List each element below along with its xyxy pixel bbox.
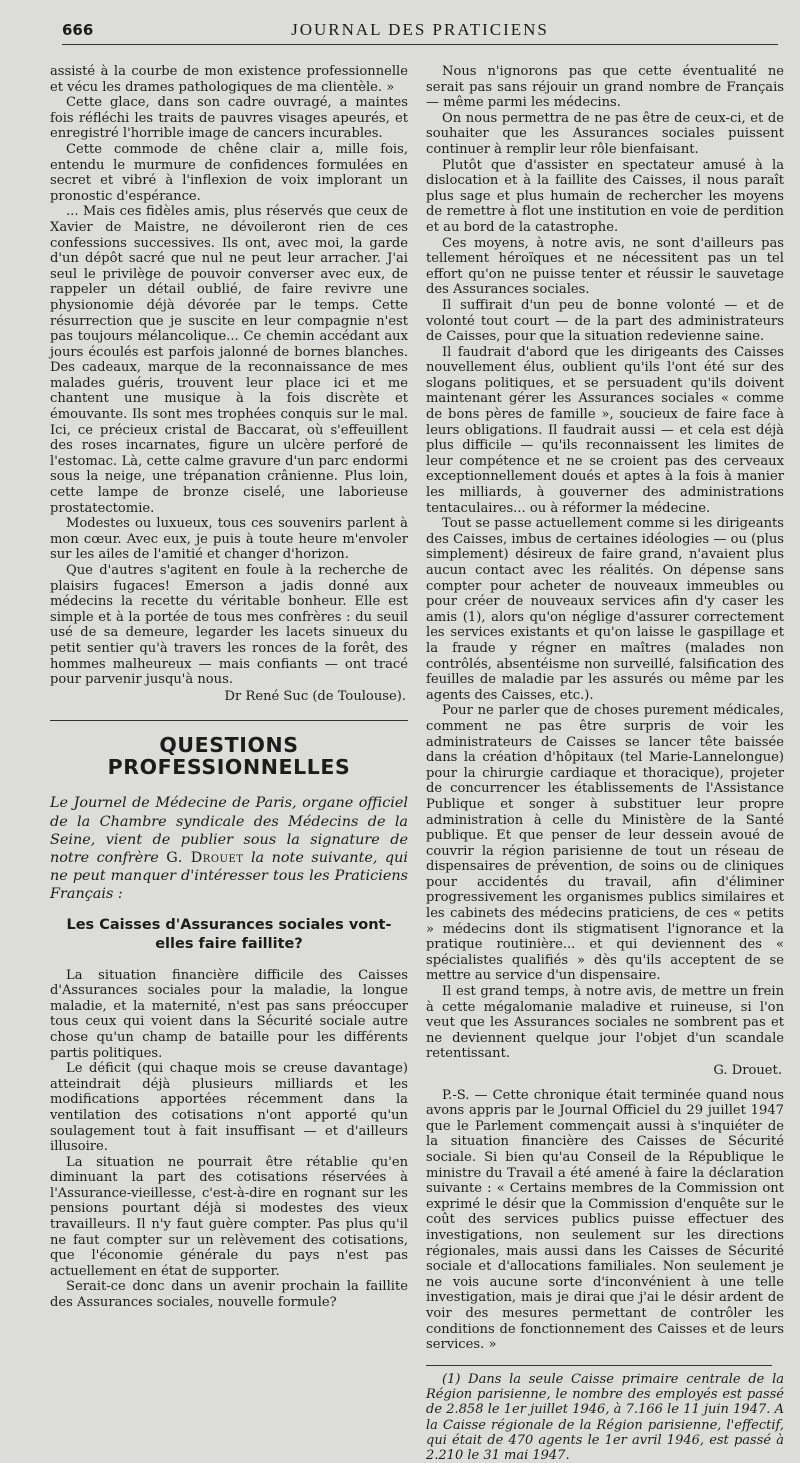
right-column (426, 64, 784, 1463)
article-paragraph: La situation financière difficile des Caisses d'Assurances sociales pour la maladie, la longue maladie, et la maternité, n'est pas sans préoccuper tous ceux qui voient dans la Sécurité sociale autre chose qu'un champ de bataille pour les différents partis politiques. (50, 967, 408, 1061)
section-heading: QUESTIONS PROFESSIONNELLES (50, 720, 408, 778)
paragraph: On nous permettra de ne pas être de ceux-ci, et de souhaiter que les Assurances sociales puissent continuer à remplir leur rôle bienfaisant. (426, 110, 784, 157)
paragraph: Cette commode de chêne clair a, mille fois, entendu le murmure de confidences formulées en secret et vibré à l'inflexion de voix implorant un pronostic d'espérance. (50, 141, 408, 204)
intro-text-end: la note suivante, qui ne peut manquer d'intéresser tous les Praticiens Français : (50, 849, 409, 903)
paragraph: Il faudrait d'abord que les dirigeants des Caisses nouvellement élus, oublient qu'ils l'ont été sur des slogans politiques, et se persuadent qu'ils doivent maintenant gérer les Assurances sociales « comme de bons pères de famille », soucieux de faire face à leurs obligations. Il faudrait aussi — et cela est déjà plus difficile — qu'ils reconnaissent les limites de leur compétence et ne se croient pas des cerveaux exceptionnellement doués et aptes à la fois à manier les milliards, à gouverner des administrations tentaculaires... ou à réformer la médecine. (426, 344, 784, 516)
paragraph: Cette glace, dans son cadre ouvragé, a maintes fois réfléchi les traits de pauvres visages apeurés, et enregistré l'horrible image de cancers incurables. (50, 95, 408, 142)
paragraph: Il suffirait d'un peu de bonne volonté — et de volonté tout court — de la part des administrateurs de Caisses, pour que la situation redevienne saine. (426, 297, 784, 345)
left-column (50, 64, 408, 1311)
intro-text: organe officiel de la Chambre syndicale des Médecins de la Seine, vient de publier sous la signature de notre confrère (50, 795, 409, 866)
paragraph: Il est grand temps, à notre avis, de mettre un frein à cette mégalomanie maladive et ruineuse, si l'on veut que les Assurances sociales ne sombrent pas et ne deviennent quelque jour l'objet d'un scandale retentissant. (426, 984, 784, 1062)
journal-title: JOURNAL DES PRATICIENS (291, 20, 549, 39)
article-paragraph: Le déficit (qui chaque mois se creuse davantage) atteindrait déjà plusieurs milliards et les modifications apportées récemment dans la ventilation des cotisations n'ont apporté qu'un soulagement tout à fait insuffisant — et d'ailleurs illusoire. (50, 1061, 408, 1155)
paragraph: Pour ne parler que de choses purement médicales, comment ne pas être surpris de voir les administrateurs de Caisses se lancer tête baissée dans la création d'hôpitaux (tel Marie-Lannelongue) pour la chirurgie cardiaque et thoracique), projeter de concurrencer les établissements de l'Assistance Publique et songer à substituer leur propre administration à celle du Ministère de la Santé publique. Et que penser de leur dessein avoué de couvrir la région parisienne de tout un réseau de dispensaires de prévention, de soins ou de cliniques pour accidentés du travail, afin d'éliminer progressivement les organismes publics similaires et les cabinets des médecins praticiens, de ces « petits » médecins dont ils stigmatisent l'ignorance et la pratique routinière... et qui deviennent des « spécialistes qualifiés » dès qu'ils acceptent de se mettre au service d'un dispensaire. (426, 703, 784, 984)
paragraph: ... Mais ces fidèles amis, plus réservés que ceux de Xavier de Maistre, ne dévoileront rien de ces confessions successives. Ils ont, avec moi, la garde d'un dépôt sacré que nul ne peut leur arracher. J'ai seul le privilège de pouvoir converser avec eux, de rappeler un détail oublié, de faire revivre une physionomie déjà dévorée par le temps. Cette résurrection que je suscite en leur compagnie n'est pas toujours mélancolique... Ce chemin accédant aux jours écoulés est parfois jalonné de bornes blanches. Des cadeaux, marque de la reconnaissance de mes malades guéris, trouvent leur place ici et me chantent une musique à la fois discrète et émouvante. Ils sont mes trophées conquis sur le mal. Ici, ce précieux cristal de Baccarat, où s'effeuillent des roses incarnates, figure un ulcère perforé de l'estomac. Là, cette calme gravure d'un parc endormi sous la neige, une trépanation crânienne. Plus loin, cette lampe de bronze ciselé, une laborieuse prostatectomie. (50, 204, 408, 516)
footnote-divider (426, 1365, 772, 1366)
page-header (62, 18, 778, 45)
article-paragraph: Serait-ce donc dans un avenir prochain la faillite des Assurances sociales, nouvelle formule? (50, 1279, 408, 1311)
paragraph: Plutôt que d'assister en spectateur amusé à la dislocation et à la faillite des Caisses, il nous paraît plus sage et plus humain de rechercher les moyens de remettre à flot une institution en voie de perdition et au bord de la catastrophe. (426, 157, 784, 235)
paragraph: assisté à la courbe de mon existence professionnelle et vécu les drames pathologiques de ma clientèle. » (50, 64, 408, 95)
paragraph: Nous n'ignorons pas que cette éventualité ne serait pas sans réjouir un grand nombre de Français — même parmi les médecins. (426, 64, 784, 111)
paragraph: Que d'autres s'agitent en foule à la recherche de plaisirs fugaces! Emerson a jadis donné aux médecins la recette du véritable bonheur. Elle est simple et à la portée de tous mes confrères : du seuil usé de sa demeure, legarder les lacets sinueux du petit sentier qu'à travers les ronces de la forêt, des hommes malheureux — mais confiants — ont tracé pour parvenir jusqu'à nous. (50, 563, 408, 688)
paragraph: Modestes ou luxueux, tous ces souvenirs parlent à mon cœur. Avec eux, je puis à toute heure m'envoler sur les ailes de l'amitié et changer d'horizon. (50, 516, 408, 563)
author-signature: Dr René Suc (de Toulouse). (224, 688, 406, 704)
paragraph: Ces moyens, à notre avis, ne sont d'ailleurs pas tellement héroïques et ne nécessitent pas un tel effort qu'on ne puisse tenter et réussir le sauvetage des Assurances sociales. (426, 235, 784, 298)
postscript: P.-S. — Cette chronique était terminée quand nous avons appris par le Journal Officiel du 29 juillet 1947 que le Parlement commençait aussi à s'inquiéter de la situation financière des Caisses de Sécurité sociale. Si bien qu'au Conseil de la République le ministre du Travail a été amené à faire la déclaration suivante : « Certains membres de la Commission ont exprimé le désir que la Commission d'enquête sur le coût des services publics puisse effectuer des investigations, non seulement sur les directions régionales, mais aussi dans les Caisses de Sécurité sociale et d'allocations familiales. Non seulement je ne vois aucune sorte d'inconvénient à une telle investigation, mais je dirai que j'ai le désir ardent de voir des mesures permettant de contrôler les conditions de fonctionnement des Caisses et de leurs services. » (426, 1087, 784, 1353)
intro-author: G. Drouet (166, 849, 244, 866)
intro-journal-name: Le Journel de Médecine de Paris, (50, 795, 297, 812)
article-paragraph: La situation ne pourrait être rétablie qu'en diminuant la part des cotisations réservées à l'Assurance-vieillesse, c'est-à-dire en rognant sur les pensions pourtant déjà si modestes des vieux travailleurs. Il n'y faut guère compter. Pas plus qu'il ne faut compter sur un relèvement des cotisations, que l'économie générale du pays n'est pas actuellement en état de supporter. (50, 1154, 408, 1279)
page-number: 666 (62, 21, 94, 39)
footnote: (1) Dans la seule Caisse primaire centrale de la Région parisienne, le nombre des employés est passé de 2.858 le 1er juillet 1946, à 7.166 le 11 juin 1947. A la Caisse régionale de la Région parisienne, l'effectif, qui était de 470 agents le 1er avril 1946, est passé à 2.210 le 31 mai 1947. (426, 1371, 784, 1463)
article-title: Les Caisses d'Assurances sociales vont-elles faire faillite? (66, 916, 392, 952)
paragraph: Tout se passe actuellement comme si les dirigeants des Caisses, imbus de certaines idéologies — ou (plus simplement) désireux de faire grand, n'avaient plus aucun contact avec les réalités. On dépense sans compter pour acheter de nouveaux immeubles ou pour créer de nouveaux services afin d'y caser les amis (1), alors qu'on néglige d'assurer correctement les services existants et qu'on laisse le gaspillage et la fraude y régner en maîtres (malades non contrôlés, absentéisme non surveillé, falsification des feuilles de maladie par les assurés ou même par les agents des Caisses, etc.). (426, 516, 784, 703)
author-signature: G. Drouet. (713, 1063, 782, 1078)
intro-note (50, 794, 408, 903)
